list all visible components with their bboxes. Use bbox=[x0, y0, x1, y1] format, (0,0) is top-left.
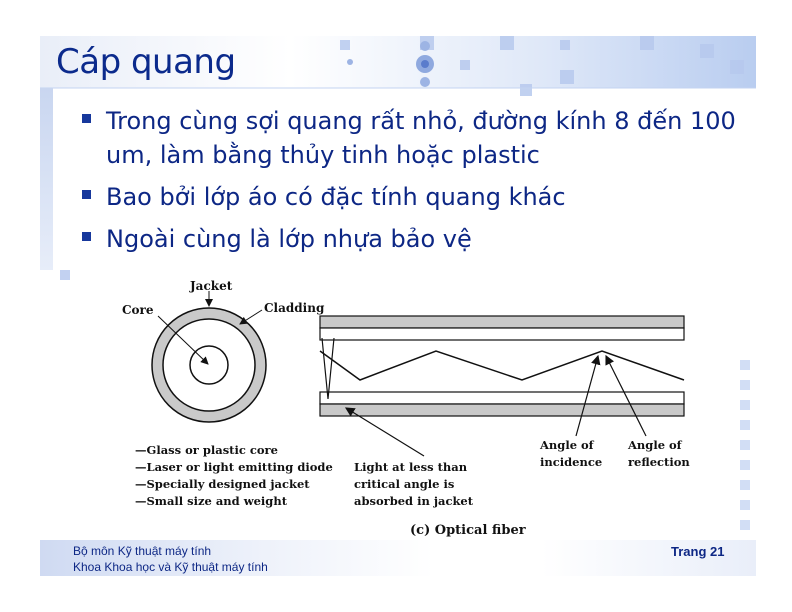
feature-item: —Small size and weight bbox=[135, 494, 288, 508]
footer-department bbox=[73, 543, 268, 575]
slide-title: Cáp quang bbox=[56, 42, 236, 82]
bullet-text: Bao bởi lớp áo có đặc tính quang khác bbox=[106, 183, 566, 211]
bullet-item bbox=[80, 104, 740, 172]
fiber-cross-section bbox=[152, 308, 266, 422]
angle-reflection-label bbox=[627, 438, 690, 469]
jacket-label: Jacket bbox=[190, 279, 233, 293]
light-absorbed-label bbox=[354, 460, 474, 508]
bullet-item bbox=[80, 180, 740, 214]
footer-line: Khoa Khoa học và Kỹ thuật máy tính bbox=[73, 560, 268, 574]
square-bullet-icon bbox=[82, 114, 91, 123]
light-label-line: Light at less than bbox=[354, 460, 468, 474]
light-label-line: absorbed in jacket bbox=[354, 494, 474, 508]
angle-incidence-label bbox=[539, 438, 602, 469]
core-label: Core bbox=[122, 303, 154, 317]
feature-item: —Specially designed jacket bbox=[135, 477, 310, 491]
fiber-longitudinal-section bbox=[320, 316, 684, 416]
figure-caption: (c) Optical fiber bbox=[410, 523, 526, 538]
page-number: Trang 21 bbox=[671, 544, 725, 559]
left-accent-bar bbox=[40, 88, 53, 270]
square-bullet-icon bbox=[82, 190, 91, 199]
optical-fiber-diagram bbox=[118, 276, 690, 546]
feature-list bbox=[135, 443, 333, 508]
bullet-text: Trong cùng sợi quang rất nhỏ, đường kính 8 đến 100 um, làm bằng thủy tinh hoặc plastic bbox=[106, 107, 736, 169]
bullet-text: Ngoài cùng là lớp nhựa bảo vệ bbox=[106, 225, 472, 253]
square-bullet-icon bbox=[82, 232, 91, 241]
light-label-line: critical angle is bbox=[354, 477, 455, 491]
reflection-label-line: reflection bbox=[628, 455, 690, 469]
feature-item: —Laser or light emitting diode bbox=[135, 460, 333, 474]
incidence-label-line: Angle of bbox=[540, 438, 594, 452]
incidence-label-line: incidence bbox=[540, 455, 603, 469]
cladding-label: Cladding bbox=[264, 301, 325, 315]
reflection-label-line: Angle of bbox=[628, 438, 682, 452]
feature-item: —Glass or plastic core bbox=[135, 443, 278, 457]
bullet-list bbox=[80, 104, 740, 264]
footer-line: Bộ môn Kỹ thuật máy tính bbox=[73, 544, 212, 558]
bullet-item bbox=[80, 222, 740, 256]
